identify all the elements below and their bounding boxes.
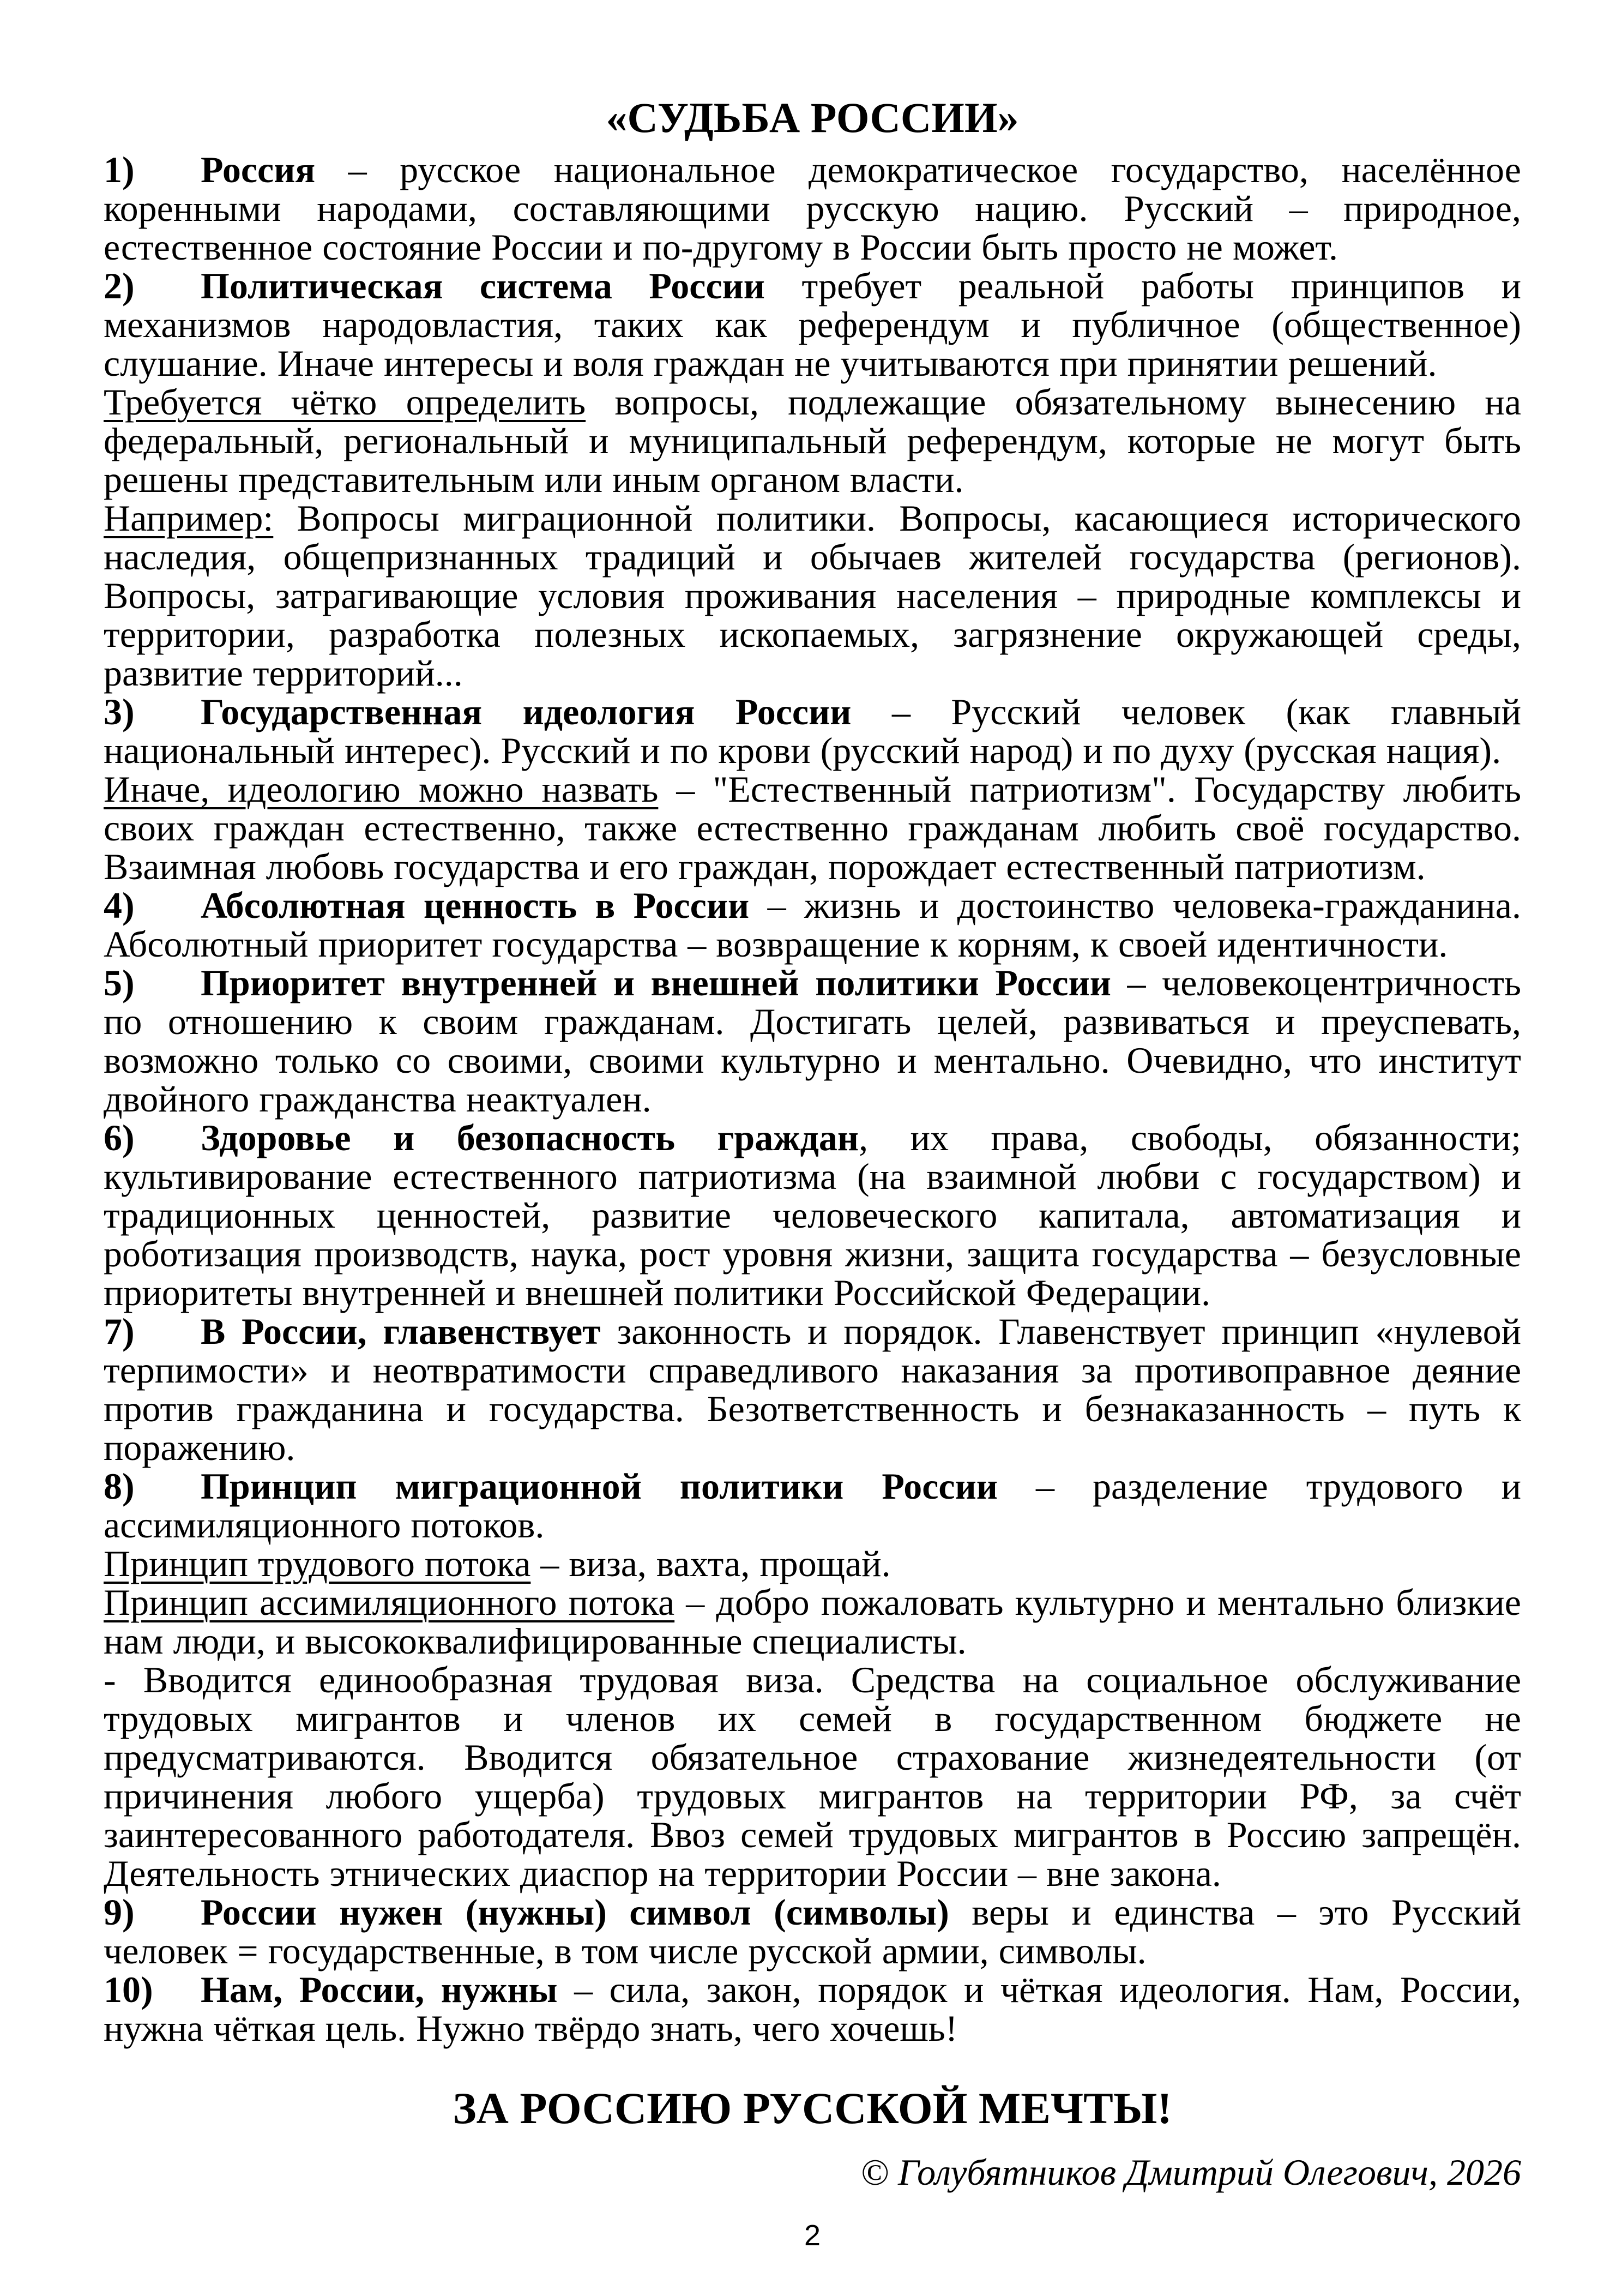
underlined-phrase: Требуется чётко определить bbox=[104, 381, 586, 423]
closing-slogan: ЗА РОССИЮ РУССКОЙ МЕЧТЫ! bbox=[453, 2083, 1172, 2133]
item-number: 4) bbox=[104, 885, 135, 926]
numbered-paragraph bbox=[104, 1119, 1521, 1312]
numbered-paragraph bbox=[104, 267, 1521, 383]
numbered-paragraph bbox=[104, 1893, 1521, 1970]
paragraph-text: требует реальной работы принципов и механизмов народовластия, таких как референдум и публичное (общественное) слушание. Иначе интересы и воля граждан не учитываются при принятии решений. bbox=[104, 265, 1522, 384]
paragraph-text: – разделение трудового и ассимиляционного потоков. bbox=[104, 1465, 1521, 1546]
paragraph-lead-bold: Принцип миграционной политики России bbox=[201, 1465, 998, 1507]
paragraph-lead-bold: В России, главенствует bbox=[201, 1311, 601, 1352]
numbered-paragraph bbox=[104, 886, 1521, 964]
paragraph bbox=[104, 1544, 1521, 1583]
paragraph-lead-bold: России нужен (нужны) символ (символы) bbox=[201, 1891, 949, 1933]
numbered-paragraph bbox=[104, 1312, 1521, 1467]
paragraph-text: законность и порядок. Главенствует принцип «нулевой терпимости» и неотвратимости справедливого наказания за противоправное деяние против гражданина и государства. Безответственность и безнаказанность – путь к поражению. bbox=[104, 1311, 1521, 1468]
underlined-phrase: Принцип трудового потока bbox=[104, 1543, 531, 1584]
item-number: 8) bbox=[104, 1465, 135, 1507]
paragraph-lead-bold: Государственная идеология России bbox=[201, 691, 852, 732]
paragraph-lead-bold: Россия bbox=[201, 149, 316, 190]
underlined-phrase: Например: bbox=[104, 497, 274, 539]
paragraph-lead-bold: Нам, России, нужны bbox=[201, 1969, 558, 2010]
paragraph-text: – человекоцентричность по отношению к своим гражданам. Достигать целей, развиваться и преуспевать, возможно только со своими, своими культурно и ментально. Очевидно, что институт двойного гражданства неактуален. bbox=[104, 962, 1521, 1120]
paragraph-lead-bold: Здоровье и безопасность граждан bbox=[201, 1117, 859, 1158]
paragraph-lead-bold: Приоритет внутренней и внешней политики России bbox=[201, 962, 1111, 1003]
underlined-phrase: Иначе, идеологию можно назвать bbox=[104, 768, 659, 810]
numbered-paragraph bbox=[104, 693, 1521, 770]
document-body bbox=[104, 151, 1521, 2048]
paragraph bbox=[104, 770, 1521, 886]
item-number: 6) bbox=[104, 1117, 135, 1158]
paragraph-text: – виза, вахта, прощай. bbox=[530, 1543, 891, 1584]
paragraph-text: – Русский человек (как главный национальный интерес). Русский и по крови (русский народ) и по духу (русская нация). bbox=[104, 691, 1521, 771]
page-title: «СУДЬБА РОССИИ» bbox=[606, 94, 1019, 141]
paragraph-text: вопросы, подлежащие обязательному вынесению на федеральный, региональный и муниципальный референдум, которые не могут быть решены представительным или иным органом власти. bbox=[104, 381, 1521, 500]
paragraph-text: – сила, закон, порядок и чёткая идеология. Нам, России, нужна чёткая цель. Нужно твёрдо знать, чего хочешь! bbox=[104, 1969, 1522, 2049]
paragraph bbox=[104, 383, 1521, 499]
item-number: 9) bbox=[104, 1891, 135, 1933]
paragraph bbox=[104, 1583, 1521, 1661]
copyright-line: © Голубятников Дмитрий Олегович, 2026 bbox=[860, 2151, 1521, 2193]
numbered-paragraph bbox=[104, 1467, 1521, 1544]
paragraph-text: - Вводится единообразная трудовая виза. Средства на социальное обслуживание трудовых мигрантов и членов их семей в государственном бюджете не предусматриваются. Вводится обязательное страхование жизнедеятельности (от причинения любого ущерба) трудовых мигрантов на территории РФ, за счёт заинтересованного работодателя. Ввоз семей трудовых мигрантов в Россию запрещён. Деятельность этнических диаспор на территории России – вне закона. bbox=[104, 1659, 1521, 1894]
underlined-phrase: Принцип ассимиляционного потока bbox=[104, 1582, 675, 1623]
paragraph-text: – русское национальное демократическое государство, населённое коренными народами, составляющими русскую нацию. Русский – природное, естественное состояние России и по-другому в России быть просто не может. bbox=[104, 149, 1521, 268]
paragraph-text: – "Естественный патриотизм". Государству любить своих граждан естественно, также естественно гражданам любить своё государство. Взаимная любовь государства и его граждан, порождает естественный патриотизм. bbox=[104, 768, 1521, 887]
paragraph-text: веры и единства – это Русский человек = государственные, в том числе русской армии, символы. bbox=[104, 1891, 1521, 1972]
item-number: 10) bbox=[104, 1969, 153, 2010]
paragraph-text: , их права, свободы, обязанности; культивирование естественного патриотизма (на взаимной любви с государством) и традиционных ценностей, развитие человеческого капитала, автоматизация и роботизация производств, наука, рост уровня жизни, защита государства – безусловные приоритеты внутренней и внешней политики Российской Федерации. bbox=[104, 1117, 1521, 1313]
item-number: 7) bbox=[104, 1311, 135, 1352]
paragraph-text: – добро пожаловать культурно и ментально близкие нам люди, и высококвалифицированные специалисты. bbox=[104, 1582, 1521, 1662]
page-number: 2 bbox=[804, 2219, 821, 2252]
paragraph bbox=[104, 499, 1521, 693]
item-number: 2) bbox=[104, 265, 135, 306]
numbered-paragraph bbox=[104, 151, 1521, 267]
paragraph-text: – жизнь и достоинство человека-гражданина. Абсолютный приоритет государства – возвращение к корням, к своей идентичности. bbox=[104, 885, 1521, 965]
item-number: 3) bbox=[104, 691, 135, 732]
numbered-paragraph bbox=[104, 964, 1521, 1119]
item-number: 1) bbox=[104, 149, 135, 190]
item-number: 5) bbox=[104, 962, 135, 1003]
paragraph-lead-bold: Абсолютная ценность в России bbox=[201, 885, 750, 926]
paragraph bbox=[104, 1661, 1521, 1893]
paragraph-text: Вопросы миграционной политики. Вопросы, касающиеся исторического наследия, общепризнанных традиций и обычаев жителей государства (регионов). Вопросы, затрагивающие условия проживания населения – природные комплексы и территории, разработка полезных ископаемых, загрязнение окружающей среды, развитие территорий... bbox=[104, 497, 1521, 694]
paragraph-lead-bold: Политическая система России bbox=[201, 265, 765, 306]
numbered-paragraph bbox=[104, 1970, 1521, 2048]
